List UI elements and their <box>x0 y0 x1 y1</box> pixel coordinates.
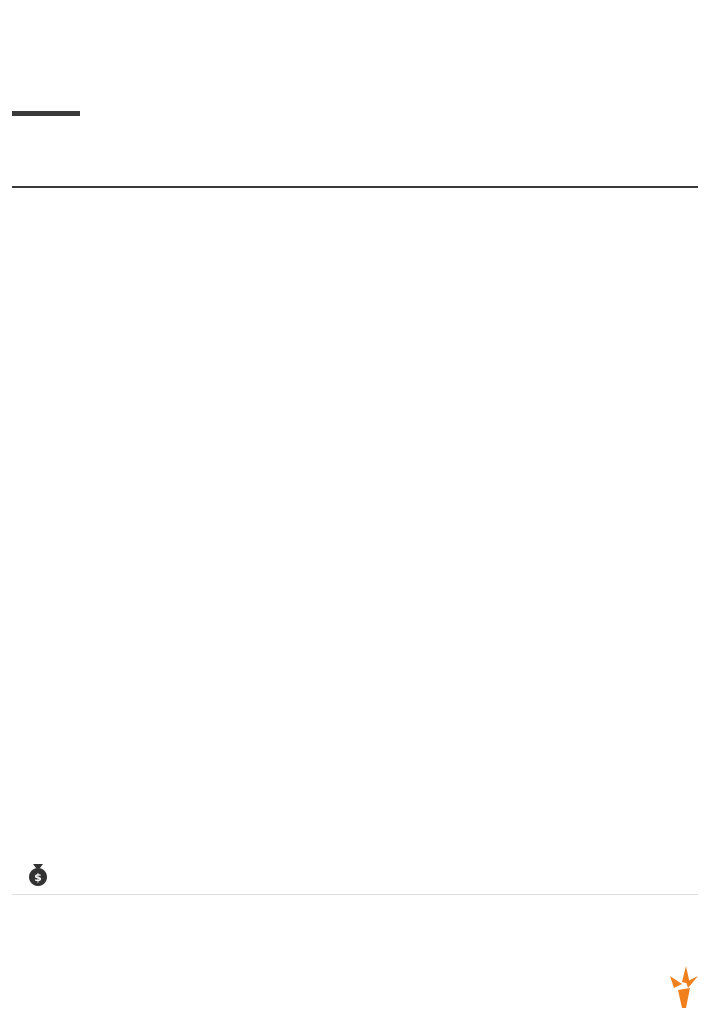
title-rule <box>12 111 80 116</box>
rfe-logo-icon <box>664 962 702 1010</box>
budget-row <box>12 851 698 895</box>
svg-text:$: $ <box>34 871 42 884</box>
money-bag-icon <box>18 859 58 887</box>
header-rule <box>12 186 698 188</box>
